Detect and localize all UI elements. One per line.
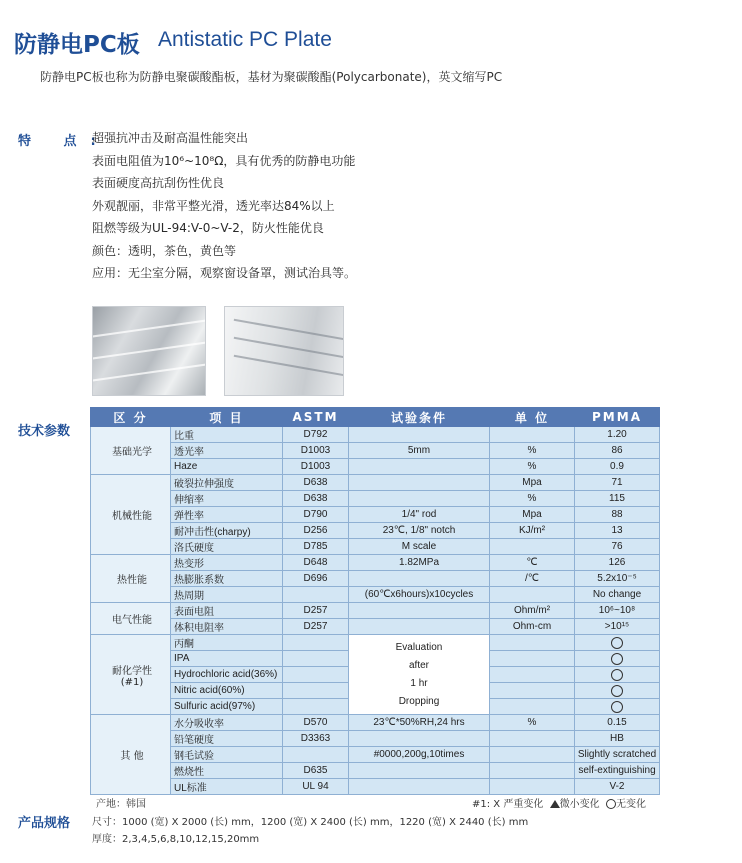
condition-cell — [349, 603, 490, 619]
item-cell: 热变形 — [171, 555, 283, 571]
item-cell: 表面电阻 — [171, 603, 283, 619]
astm-cell: D638 — [283, 475, 349, 491]
item-cell: 水分吸收率 — [171, 715, 283, 731]
unit-cell: % — [490, 443, 575, 459]
table-row — [91, 715, 660, 731]
item-cell: IPA — [171, 651, 283, 667]
unit-cell: Mpa — [490, 475, 575, 491]
astm-cell: D257 — [283, 603, 349, 619]
table-row — [91, 571, 660, 587]
triangle-icon — [550, 800, 560, 808]
astm-cell: D638 — [283, 491, 349, 507]
features-label: 特 点: — [18, 134, 110, 149]
legend-small: 微小变化 — [559, 799, 600, 810]
unit-cell — [490, 587, 575, 603]
astm-cell — [283, 667, 349, 683]
unit-cell: Ohm/m² — [490, 603, 575, 619]
value-cell: 76 — [575, 539, 660, 555]
header-condition: 试验条件 — [349, 408, 490, 427]
item-cell: Haze — [171, 459, 283, 475]
value-cell: 88 — [575, 507, 660, 523]
value-cell: HB — [575, 731, 660, 747]
circle-icon — [611, 653, 623, 665]
astm-cell — [283, 747, 349, 763]
astm-cell: D3363 — [283, 731, 349, 747]
category-cell: 电气性能 — [91, 603, 171, 635]
value-cell — [575, 683, 660, 699]
item-cell: 燃烧性 — [171, 763, 283, 779]
condition-cell: 1.82MPa — [349, 555, 490, 571]
value-cell: 5.2x10⁻⁵ — [575, 571, 660, 587]
item-cell: 丙酮 — [171, 635, 283, 651]
value-cell: self-extinguishing — [575, 763, 660, 779]
condition-cell: #0000,200g,10times — [349, 747, 490, 763]
feature-item: 颜色：透明，茶色，黄色等 — [92, 243, 237, 258]
astm-cell: D570 — [283, 715, 349, 731]
legend-severe: #1: X 严重变化 — [472, 799, 544, 810]
astm-cell: D648 — [283, 555, 349, 571]
item-cell: 透光率 — [171, 443, 283, 459]
value-cell — [575, 667, 660, 683]
value-cell: 13 — [575, 523, 660, 539]
condition-cell: M scale — [349, 539, 490, 555]
unit-cell: ℃ — [490, 555, 575, 571]
unit-cell: Mpa — [490, 507, 575, 523]
unit-cell — [490, 683, 575, 699]
feature-item: 超强抗冲击及耐高温性能突出 — [92, 131, 249, 145]
table-row — [91, 427, 660, 443]
product-photo — [92, 306, 206, 396]
intro-text: 防静电PC板也称为防静电聚碳酸酯板，基材为聚碳酸酯(Polycarbonate)，英文缩写PC — [40, 70, 503, 84]
value-cell: V-2 — [575, 779, 660, 795]
value-cell — [575, 635, 660, 651]
condition-cell: 5mm — [349, 443, 490, 459]
table-row — [91, 619, 660, 635]
table-row — [91, 443, 660, 459]
unit-cell — [490, 763, 575, 779]
feature-item: 阻燃等级为UL-94:V-0~V-2，防火性能优良 — [92, 221, 324, 235]
table-row — [91, 763, 660, 779]
value-cell: 1.20 — [575, 427, 660, 443]
item-cell: 热周期 — [171, 587, 283, 603]
unit-cell — [490, 747, 575, 763]
item-cell: 体积电阻率 — [171, 619, 283, 635]
value-cell: 71 — [575, 475, 660, 491]
condition-cell — [349, 459, 490, 475]
header-category: 区 分 — [91, 408, 171, 427]
condition-cell — [349, 731, 490, 747]
condition-cell — [349, 779, 490, 795]
astm-cell — [283, 587, 349, 603]
feature-item: 表面硬度高抗刮伤性优良 — [92, 176, 225, 190]
header-astm: ASTM — [283, 408, 349, 427]
unit-cell — [490, 731, 575, 747]
value-cell: 0.9 — [575, 459, 660, 475]
astm-cell: D1003 — [283, 459, 349, 475]
astm-cell: D792 — [283, 427, 349, 443]
table-row — [91, 507, 660, 523]
item-cell: 钢毛试验 — [171, 747, 283, 763]
product-photo — [224, 306, 344, 396]
feature-item: 表面电阻值为10⁶~10⁸Ω，具有优秀的防静电功能 — [92, 153, 356, 168]
astm-cell: UL 94 — [283, 779, 349, 795]
condition-cell: 23℃, 1/8" notch — [349, 523, 490, 539]
page-title-cn: 防静电PC板 — [14, 32, 140, 58]
astm-cell — [283, 683, 349, 699]
item-cell: 热膨胀系数 — [171, 571, 283, 587]
condition-cell: 23℃*50%RH,24 hrs — [349, 715, 490, 731]
value-cell: >10¹⁵ — [575, 619, 660, 635]
value-cell — [575, 699, 660, 715]
item-cell: Hydrochloric acid(36%) — [171, 667, 283, 683]
unit-cell — [490, 779, 575, 795]
unit-cell — [490, 651, 575, 667]
features-list — [92, 128, 356, 286]
astm-cell: D1003 — [283, 443, 349, 459]
astm-cell: D790 — [283, 507, 349, 523]
item-cell: Sulfuric acid(97%) — [171, 699, 283, 715]
value-cell: 86 — [575, 443, 660, 459]
condition-cell — [349, 475, 490, 491]
item-cell: 铅笔硬度 — [171, 731, 283, 747]
unit-cell: KJ/m² — [490, 523, 575, 539]
table-row — [91, 587, 660, 603]
astm-cell: D785 — [283, 539, 349, 555]
circle-icon — [611, 637, 623, 649]
table-row — [91, 555, 660, 571]
table-header-row — [91, 408, 660, 427]
item-cell: UL标准 — [171, 779, 283, 795]
unit-cell — [490, 539, 575, 555]
table-row — [91, 475, 660, 491]
table-row — [91, 635, 660, 651]
legend-none: 无变化 — [616, 799, 647, 810]
item-cell: 耐冲击性(charpy) — [171, 523, 283, 539]
condition-cell — [349, 427, 490, 443]
category-cell: 热性能 — [91, 555, 171, 603]
value-cell: Slightly scratched — [575, 747, 660, 763]
unit-cell — [490, 427, 575, 443]
circle-icon — [611, 701, 623, 713]
table-row — [91, 779, 660, 795]
table-row — [91, 603, 660, 619]
circle-icon — [611, 669, 623, 681]
item-cell: 破裂拉伸强度 — [171, 475, 283, 491]
table-row — [91, 523, 660, 539]
unit-cell: /℃ — [490, 571, 575, 587]
value-cell: 10⁶~10⁸ — [575, 603, 660, 619]
page-title-en: Antistatic PC Plate — [158, 28, 332, 51]
value-cell: 126 — [575, 555, 660, 571]
condition-cell: (60℃x6hours)x10cycles — [349, 587, 490, 603]
item-cell: 洛氏硬度 — [171, 539, 283, 555]
unit-cell — [490, 635, 575, 651]
thickness-text: 厚度：2,3,4,5,6,8,10,12,15,20mm — [92, 834, 260, 845]
value-cell: 115 — [575, 491, 660, 507]
astm-cell — [283, 635, 349, 651]
condition-cell — [349, 571, 490, 587]
astm-cell: D257 — [283, 619, 349, 635]
category-cell: 耐化学性 (#1) — [91, 635, 171, 715]
astm-cell — [283, 699, 349, 715]
unit-cell: % — [490, 491, 575, 507]
unit-cell — [490, 699, 575, 715]
size-text: 尺寸：1000 (宽) X 2000 (长) mm，1200 (宽) X 2400 (长) mm，1220 (宽) X 2440 (长) mm — [92, 817, 529, 828]
value-cell — [575, 651, 660, 667]
astm-cell: D696 — [283, 571, 349, 587]
table-row — [91, 747, 660, 763]
table-row — [91, 459, 660, 475]
header-item: 项 目 — [171, 408, 283, 427]
legend — [472, 795, 646, 810]
item-cell: Nitric acid(60%) — [171, 683, 283, 699]
value-cell: 0.15 — [575, 715, 660, 731]
feature-item: 外观靓丽，非常平整光滑，透光率达84%以上 — [92, 198, 335, 213]
spec-table — [90, 407, 660, 795]
astm-cell — [283, 651, 349, 667]
condition-cell: 1/4" rod — [349, 507, 490, 523]
circle-icon — [606, 799, 616, 809]
header-unit: 单 位 — [490, 408, 575, 427]
origin-text: 产地：韩国 — [96, 799, 146, 810]
value-cell: No change — [575, 587, 660, 603]
item-cell: 弹性率 — [171, 507, 283, 523]
tech-params-label: 技术参数 — [18, 424, 71, 439]
table-row — [91, 731, 660, 747]
condition-cell — [349, 763, 490, 779]
astm-cell: D256 — [283, 523, 349, 539]
astm-cell: D635 — [283, 763, 349, 779]
condition-cell — [349, 491, 490, 507]
category-cell: 其 他 — [91, 715, 171, 795]
item-cell: 比重 — [171, 427, 283, 443]
condition-cell — [349, 619, 490, 635]
header-pmma: PMMA — [575, 408, 660, 427]
category-cell: 机械性能 — [91, 475, 171, 555]
unit-cell: % — [490, 459, 575, 475]
feature-item: 应用：无尘室分隔，观察窗设备罩，测试治具等。 — [92, 266, 357, 280]
table-row — [91, 539, 660, 555]
table-row — [91, 491, 660, 507]
category-cell: 基础光学 — [91, 427, 171, 475]
product-spec-label: 产品规格 — [18, 816, 71, 831]
unit-cell: % — [490, 715, 575, 731]
evaluation-cell: Evaluation after 1 hr Dropping — [349, 635, 490, 715]
unit-cell: Ohm-cm — [490, 619, 575, 635]
item-cell: 伸缩率 — [171, 491, 283, 507]
circle-icon — [611, 685, 623, 697]
unit-cell — [490, 667, 575, 683]
